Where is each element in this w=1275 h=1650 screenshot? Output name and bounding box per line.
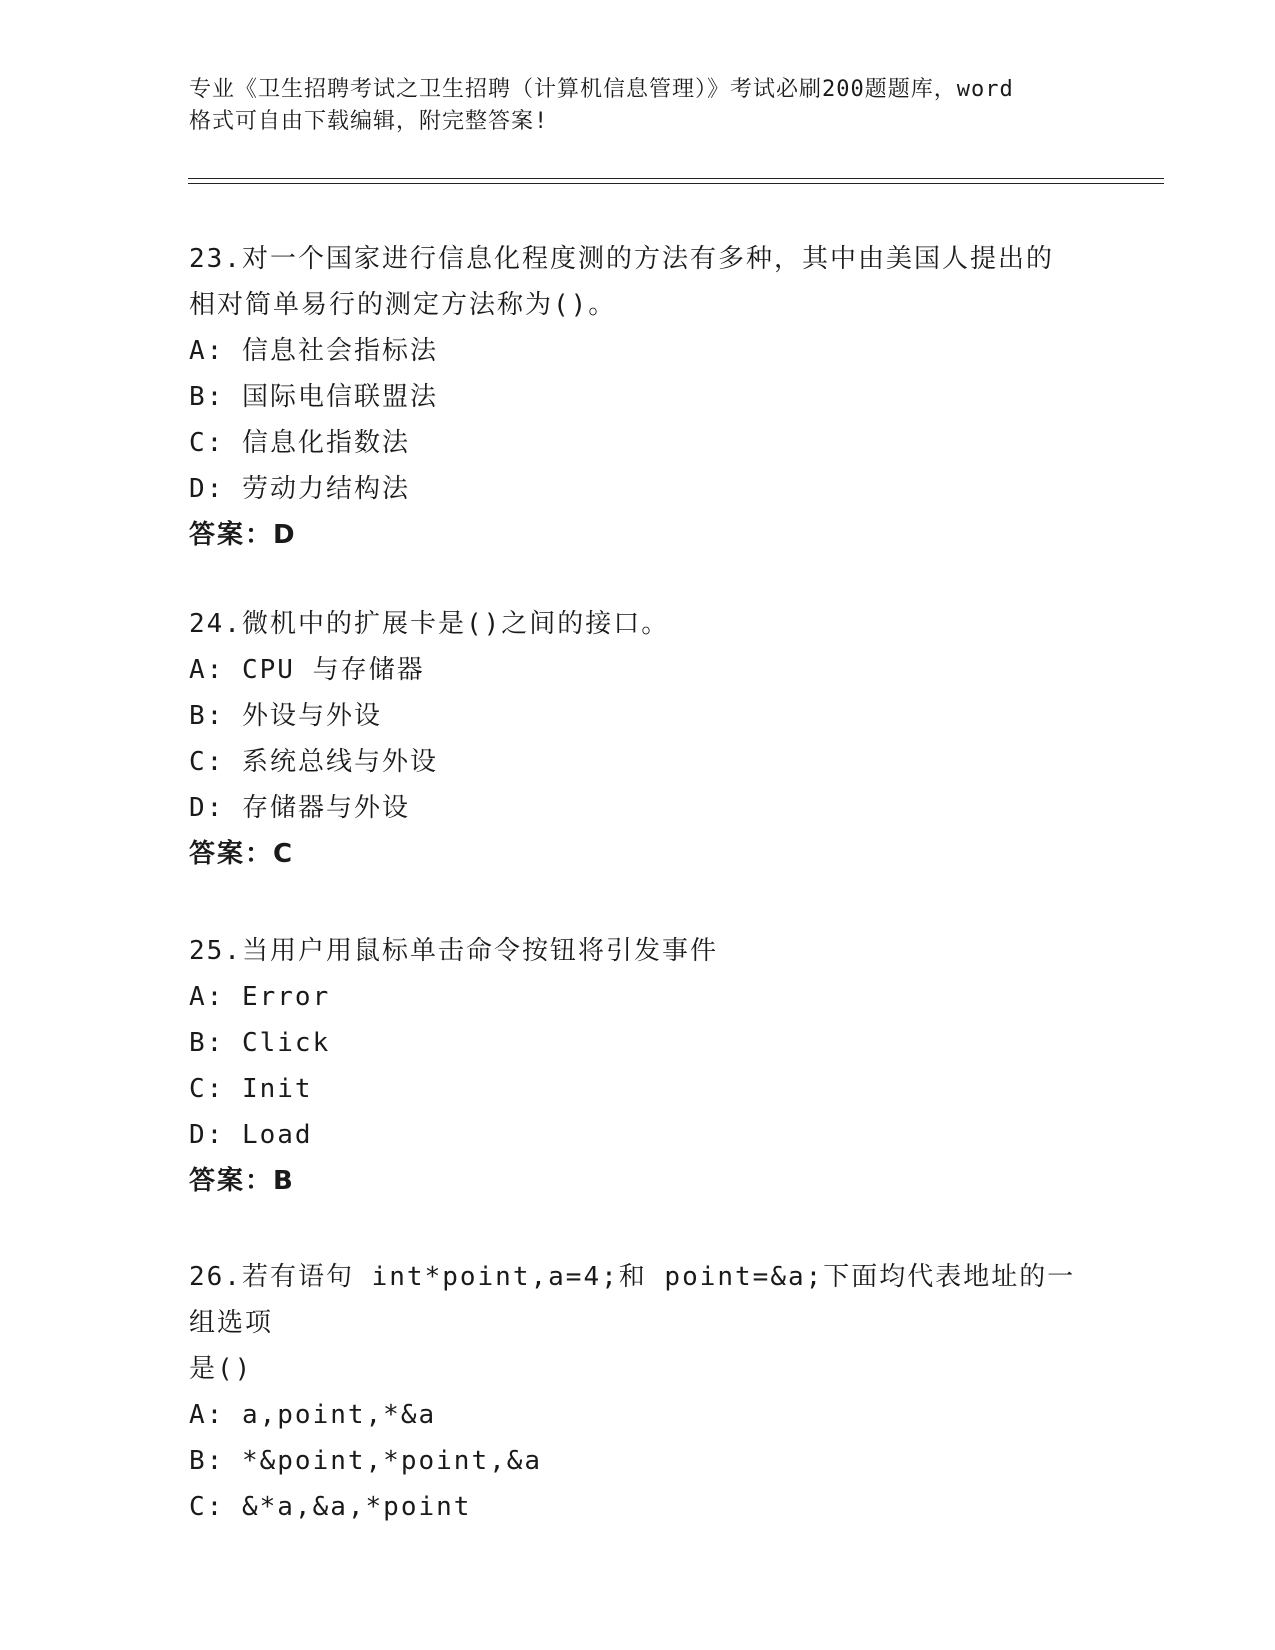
option-a: A: a,point,*&a xyxy=(189,1400,437,1430)
option-c: C: Init xyxy=(189,1074,313,1104)
option-a: A: Error xyxy=(189,982,331,1012)
option-c: C: &*a,&a,*point xyxy=(189,1492,472,1522)
option-d: D: 劳动力结构法 xyxy=(189,474,410,504)
document-header xyxy=(189,74,1089,138)
question-stem: 26.若有语句 int*point,a=4;和 point=&a;下面均代表地址的一组选项 xyxy=(189,1262,1076,1338)
question-25 xyxy=(189,928,1089,1204)
option-b: B: 国际电信联盟法 xyxy=(189,382,438,412)
question-26 xyxy=(189,1254,1089,1530)
option-b: B: Click xyxy=(189,1028,331,1058)
option-d: D: 存储器与外设 xyxy=(189,793,410,823)
option-c: C: 系统总线与外设 xyxy=(189,747,438,777)
option-b: B: 外设与外设 xyxy=(189,701,382,731)
answer-line: 答案：D xyxy=(189,520,297,550)
question-stem: 23.对一个国家进行信息化程度测的方法有多种，其中由美国人提出的 xyxy=(189,244,1054,274)
question-stem: 是() xyxy=(189,1354,253,1384)
option-a: A: 信息社会指标法 xyxy=(189,336,438,366)
header-divider-top xyxy=(188,178,1164,179)
option-a: A: CPU 与存储器 xyxy=(189,655,425,685)
question-stem: 25.当用户用鼠标单击命令按钮将引发事件 xyxy=(189,936,718,966)
header-line-2: 格式可自由下载编辑，附完整答案! xyxy=(189,109,549,134)
question-stem: 相对简单易行的测定方法称为()。 xyxy=(189,290,617,320)
option-b: B: *&point,*point,&a xyxy=(189,1446,543,1476)
option-d: D: Load xyxy=(189,1120,313,1150)
header-line-1: 专业《卫生招聘考试之卫生招聘（计算机信息管理）》考试必刷200题题库，word xyxy=(189,77,1014,102)
answer-line: 答案：C xyxy=(189,839,295,869)
question-23 xyxy=(189,236,1089,558)
header-divider-bottom xyxy=(188,183,1164,184)
option-c: C: 信息化指数法 xyxy=(189,428,410,458)
question-stem: 24.微机中的扩展卡是()之间的接口。 xyxy=(189,609,670,639)
question-24 xyxy=(189,601,1089,877)
answer-line: 答案：B xyxy=(189,1166,295,1196)
